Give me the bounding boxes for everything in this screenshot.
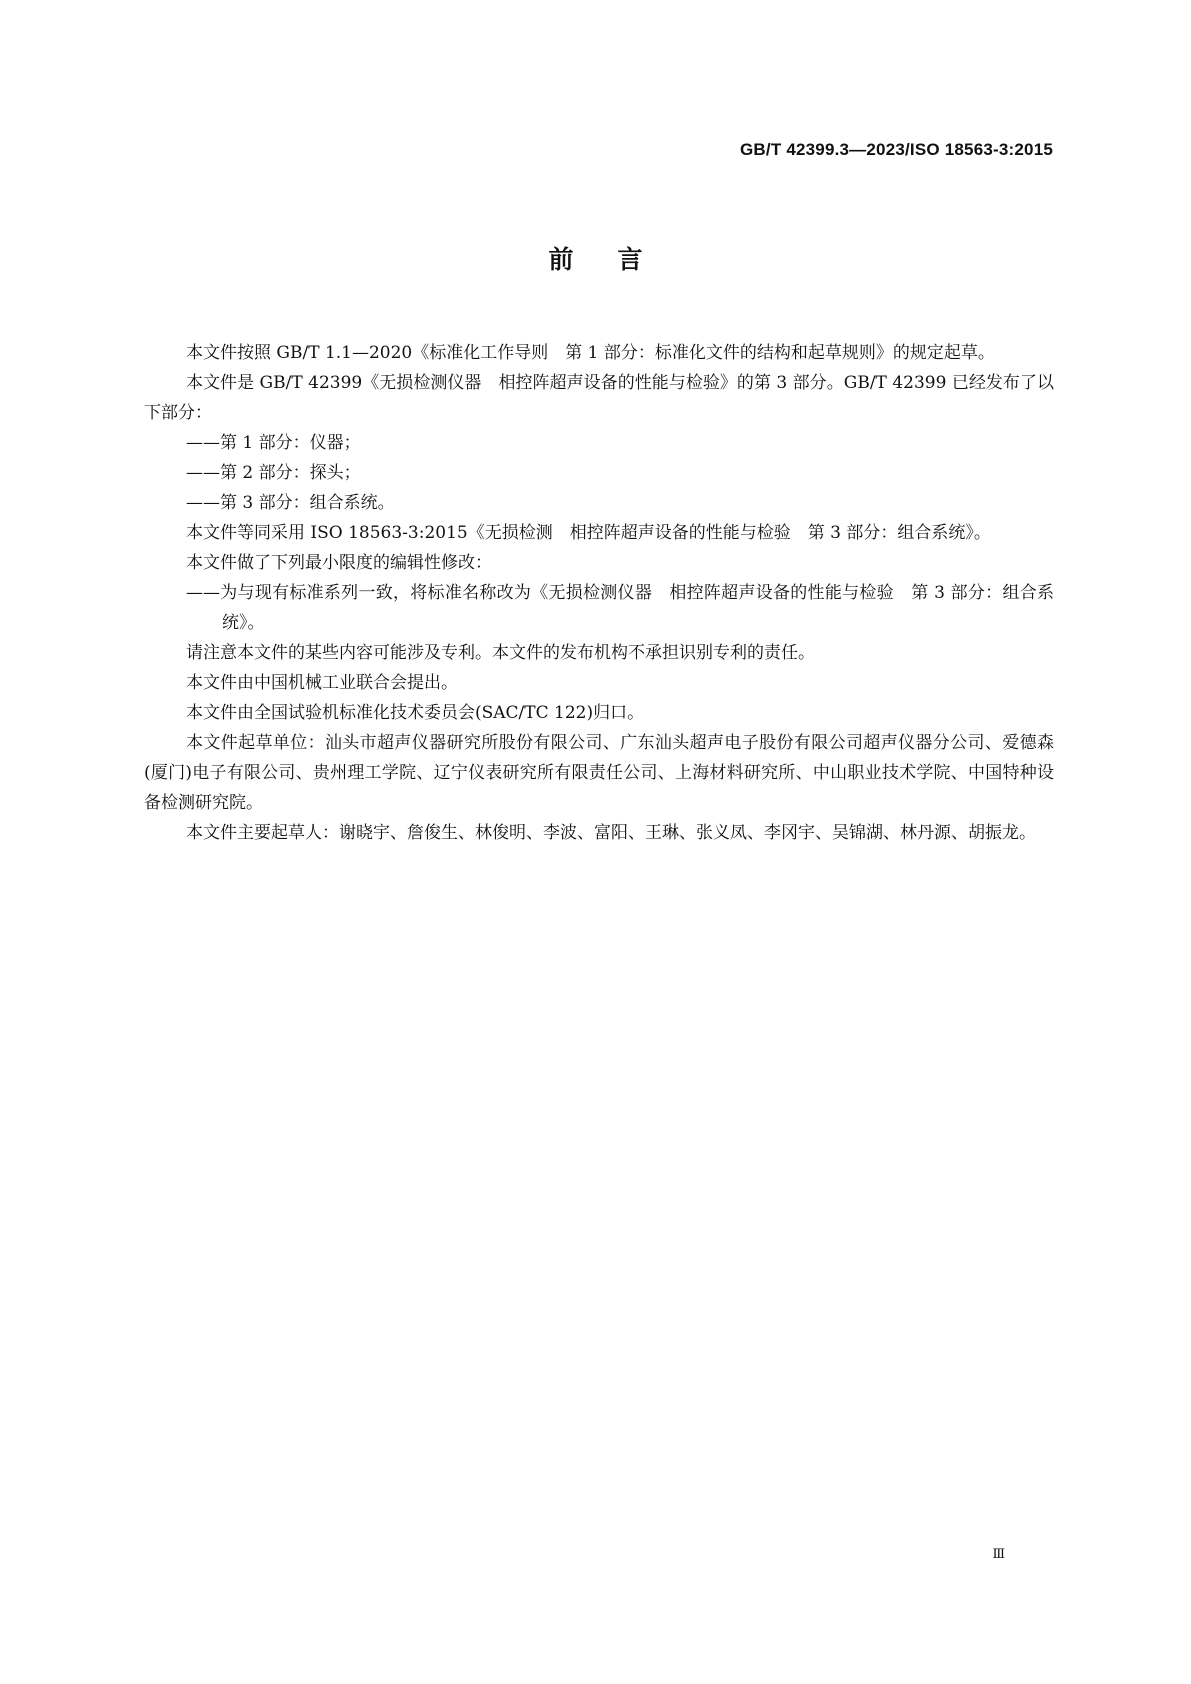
paragraph-editorial-changes: 本文件做了下列最小限度的编辑性修改： (186, 553, 492, 573)
list-item-name-change: ——为与现有标准系列一致，将标准名称改为《无损检测仪器 相控阵超声设备的性能与检验 第 3 部分：组合系统》。 (186, 583, 1054, 633)
standard-code-header: GB/T 42399.3—2023/ISO 18563-3:2015 (740, 140, 1053, 159)
page-title: 前言 (548, 245, 687, 274)
foreword-body (144, 338, 1054, 848)
list-item-part-2: ——第 2 部分：探头； (186, 463, 361, 483)
paragraph-drafting-rules: 本文件按照 GB/T 1.1—2020《标准化工作导则 第 1 部分：标准化文件的结构和起草规则》的规定起草。 (186, 343, 995, 363)
list-item-part-1: ——第 1 部分：仪器； (186, 433, 361, 453)
paragraph-technical-committee: 本文件由全国试验机标准化技术委员会(SAC/TC 122)归口。 (186, 703, 645, 723)
paragraph-drafting-units: 本文件起草单位：汕头市超声仪器研究所股份有限公司、广东汕头超声电子股份有限公司超声仪器分公司、爱德森(厦门)电子有限公司、贵州理工学院、辽宁仪表研究所有限责任公司、上海材料研究所、中山职业技术学院、中国特种设备检测研究院。 (144, 733, 1054, 813)
paragraph-iso-adoption: 本文件等同采用 ISO 18563-3:2015《无损检测 相控阵超声设备的性能与检验 第 3 部分：组合系统》。 (186, 523, 991, 543)
list-item-part-3: ——第 3 部分：组合系统。 (186, 493, 395, 513)
paragraph-patent-notice: 请注意本文件的某些内容可能涉及专利。本文件的发布机构不承担识别专利的责任。 (186, 643, 815, 663)
paragraph-part-info: 本文件是 GB/T 42399《无损检测仪器 相控阵超声设备的性能与检验》的第 3 部分。GB/T 42399 已经发布了以下部分： (144, 373, 1054, 423)
paragraph-proposed-by: 本文件由中国机械工业联合会提出。 (186, 673, 458, 693)
paragraph-drafters: 本文件主要起草人：谢晓宇、詹俊生、林俊明、李波、富阳、王琳、张义凤、李冈宇、吴锦湖、林丹源、胡振龙。 (186, 823, 1036, 843)
page-number: Ⅲ (992, 1547, 1005, 1562)
